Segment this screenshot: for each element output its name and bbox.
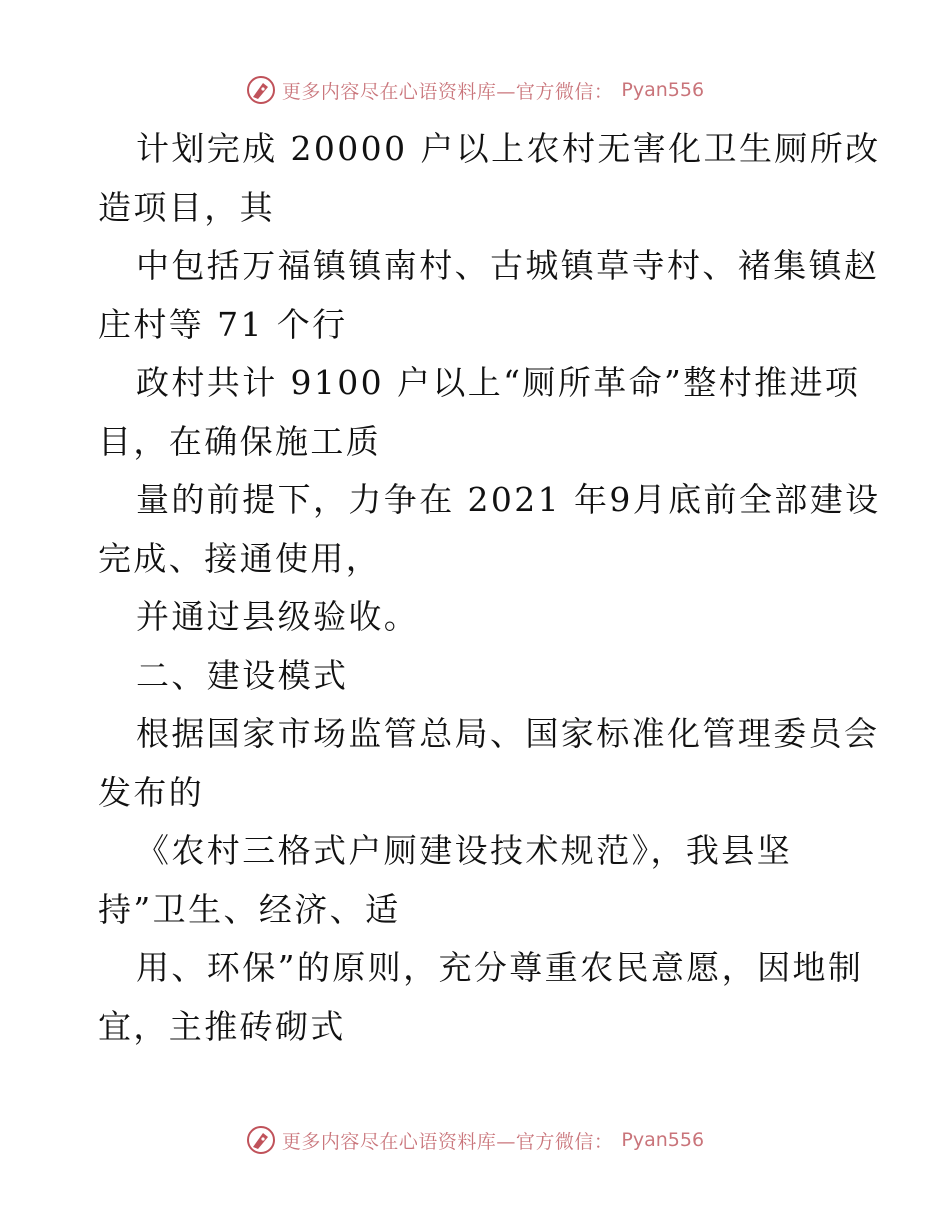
text-line: 计划完成 20000 户以上农村无害化卫生厕所改 <box>136 129 881 168</box>
text-line: 并通过县级验收。 <box>136 597 420 636</box>
header-watermark <box>0 72 950 108</box>
watermark-wechat-id: Pyan556 <box>621 79 705 101</box>
footer-watermark <box>0 1122 950 1158</box>
text-line: 宜，主推砖砌式 <box>98 1006 346 1046</box>
pen-nib-logo-icon <box>246 1125 276 1155</box>
text-line: 发布的 <box>98 772 205 812</box>
text-line: 持”卫生、经济、适 <box>98 889 401 929</box>
text-line: 政村共计 9100 户以上“厕所革命”整村推进项 <box>136 363 861 402</box>
section-heading: 二、建设模式 <box>136 655 349 695</box>
text-line: 根据国家市场监管总局、国家标准化管理委员会 <box>136 714 880 753</box>
pen-nib-logo-icon <box>246 75 276 105</box>
text-line: 完成、接通使用， <box>98 538 382 578</box>
text-line: 用、环保”的原则，充分尊重农民意愿，因地制 <box>136 948 864 987</box>
text-line: 《农村三格式户厕建设技术规范》，我县坚 <box>136 831 793 870</box>
text-line: 造项目，其 <box>98 187 275 227</box>
text-line: 中包括万福镇镇南村、古城镇草寺村、褚集镇赵 <box>136 246 880 285</box>
document-body <box>98 120 881 1056</box>
watermark-text: 更多内容尽在心语资料库—官方微信： <box>281 1130 614 1153</box>
text-line: 庄村等 71 个行 <box>98 304 348 344</box>
text-line: 量的前提下，力争在 2021 年9月底前全部建设 <box>136 480 881 519</box>
watermark-text: 更多内容尽在心语资料库—官方微信： <box>281 80 614 103</box>
text-line: 目，在确保施工质 <box>98 421 382 461</box>
watermark-wechat-id: Pyan556 <box>621 1129 705 1151</box>
